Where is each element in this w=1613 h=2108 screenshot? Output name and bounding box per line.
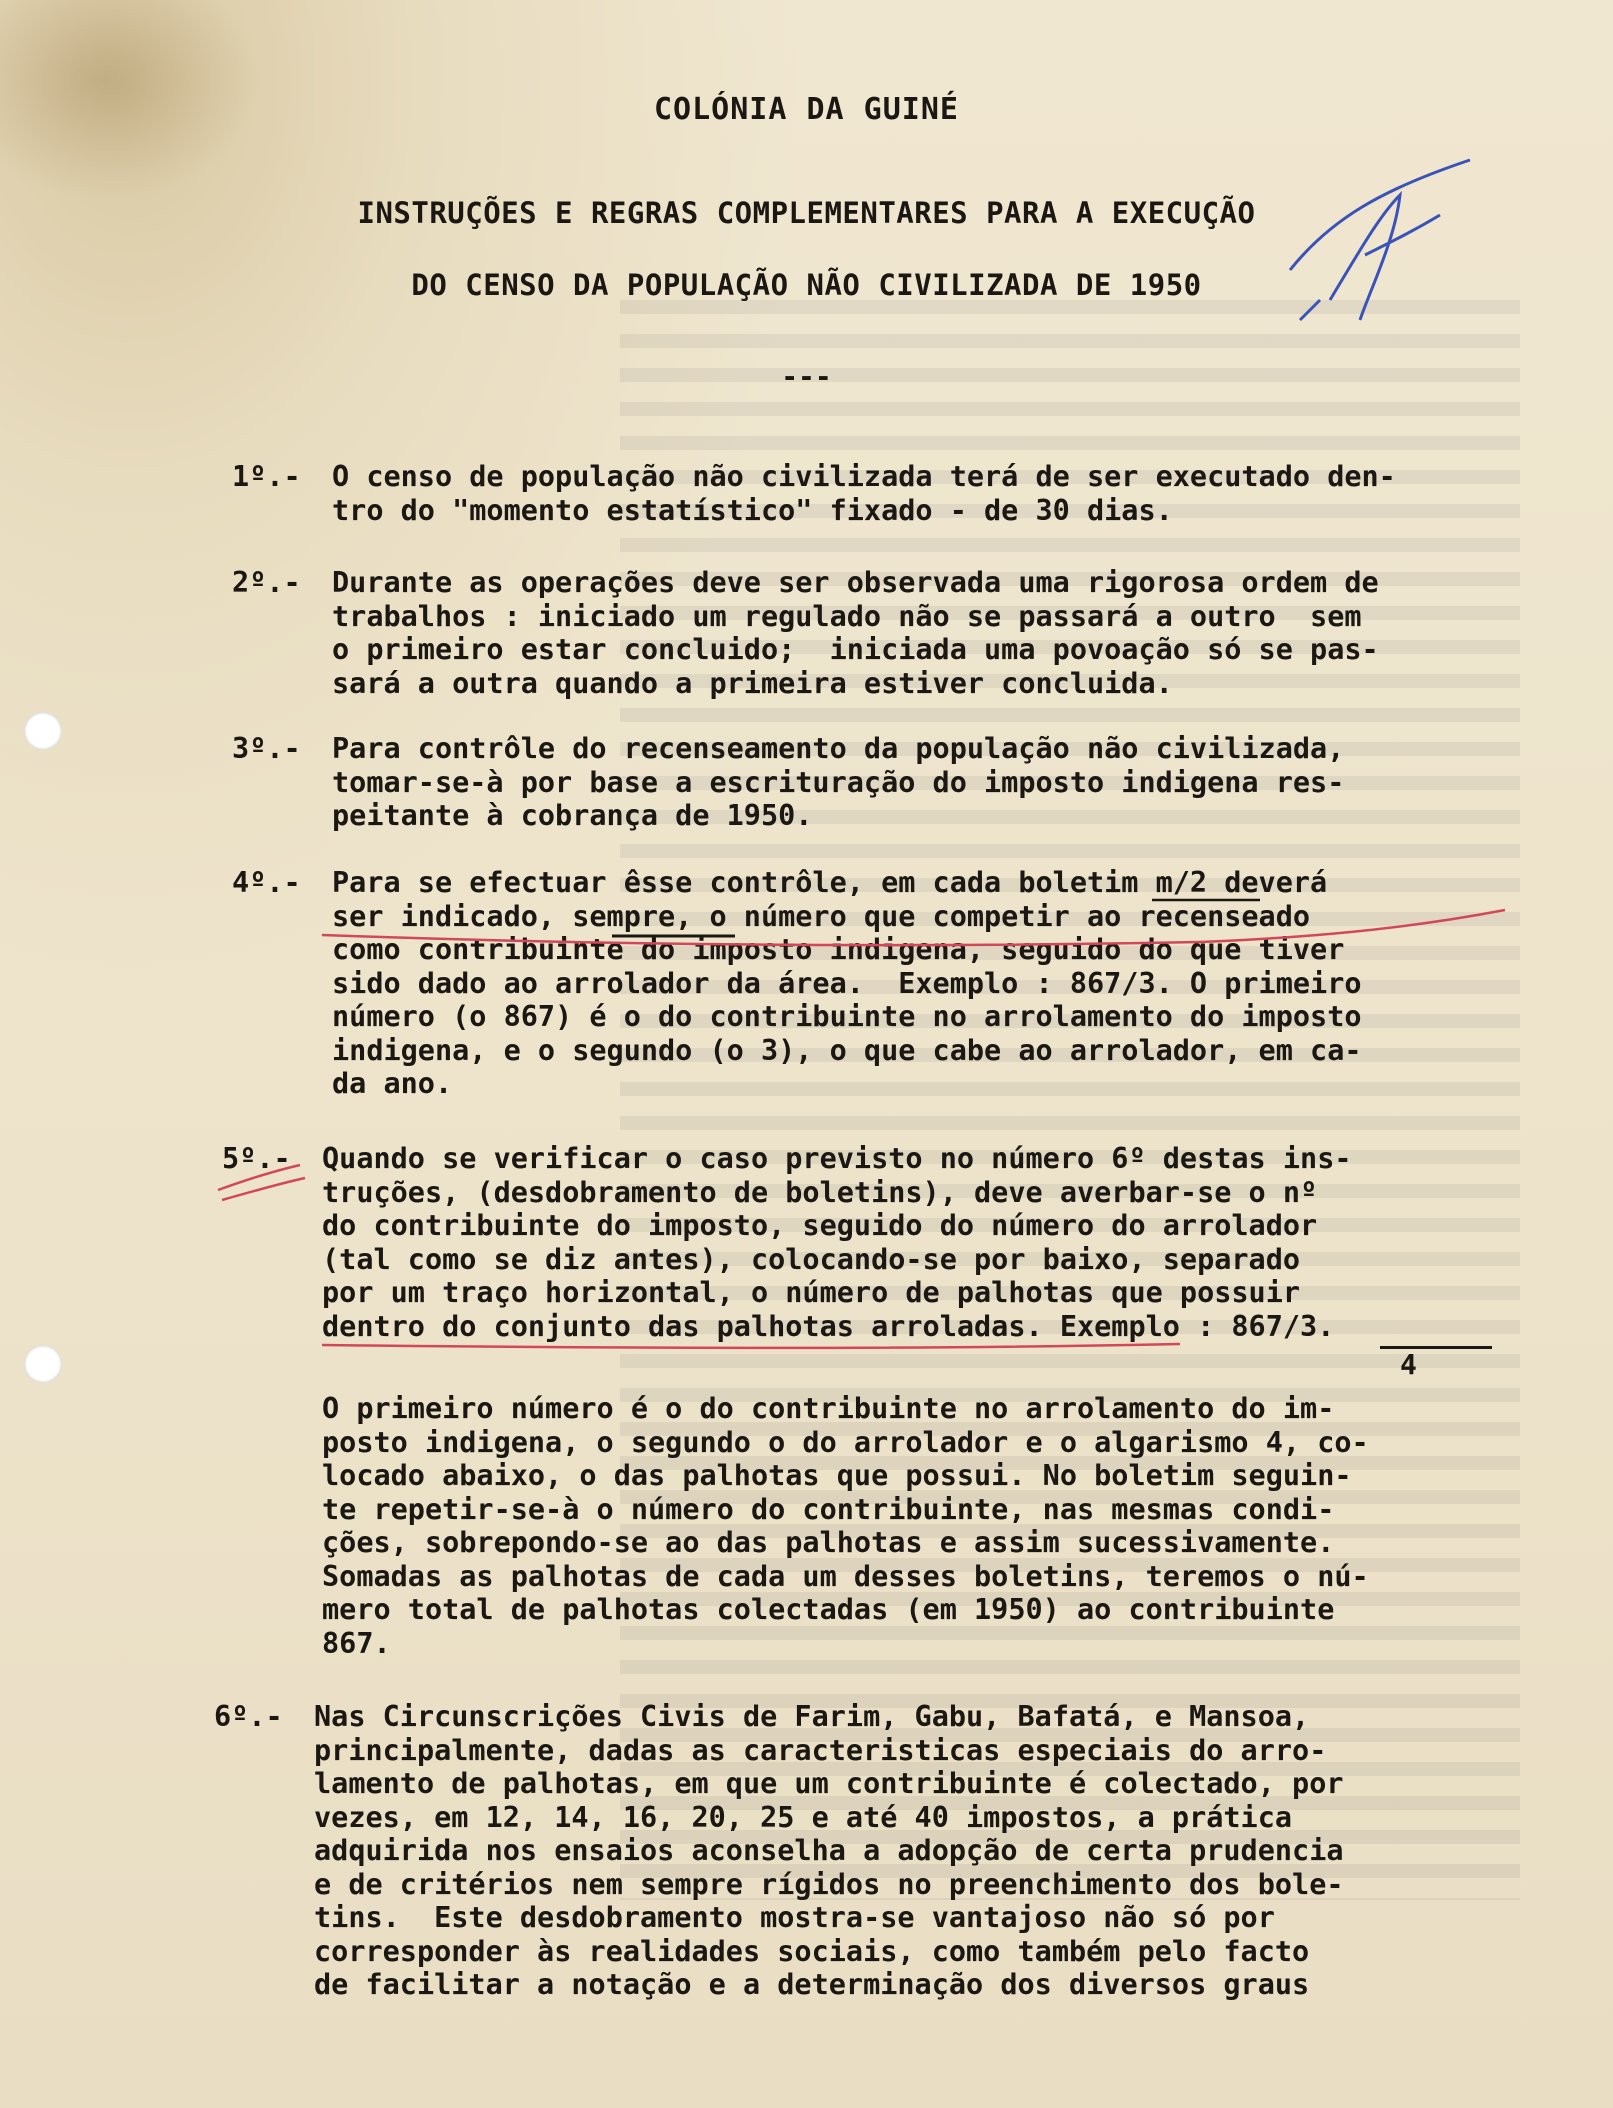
paragraph-text: Para se efectuar êsse contrôle, em cada boletim m/2 deverá ser indicado, sempre, o número que competir ao recenseado como contribuinte do imposto indigena, seguido do que tiver sido dado ao arrolador da área. Exemplo : 867/3. O primeiro número (o 867) é o do contribuinte no arrolamento do imposto indigena, e o segundo (o 3), o que cabe ao arrolador, em ca- da ano.: [332, 866, 1362, 1100]
paragraph-2: [232, 566, 1379, 700]
punch-hole: [24, 1345, 62, 1383]
title-separator: ---: [781, 360, 832, 393]
paragraph-number: 4º.-: [232, 866, 301, 899]
paragraph-3: [232, 732, 1344, 833]
paragraph-5-continuation: O primeiro número é o do contribuinte no arrolamento do im- posto indigena, o segundo o do arrolador e o algarismo 4, co- locado abaixo, o das palhotas que possui. No boletim seguin- te repetir-se-à o número do contribuinte, nas mesmas condi- ções, sobrepondo-se ao das palhotas e assim sucessivamente. Somadas as palhotas de cada um desses boletins, teremos o nú- mero total de palhotas colectadas (em 1950) ao contribuinte 867.: [322, 1392, 1369, 1660]
paragraph-1: [232, 460, 1396, 527]
paragraph-number: 6º.-: [214, 1700, 283, 1733]
paragraph-text: Durante as operações deve ser observada uma rigorosa ordem de trabalhos : iniciado um regulado não se passará a outro sem o primeiro estar concluido; iniciada uma povoação só se pas- sará a outra quando a primeira estiver concluida.: [332, 566, 1379, 700]
paragraph-text: Nas Circunscrições Civis de Farim, Gabu, Bafatá, e Mansoa, principalmente, dadas as caracteristicas especiais do arro- lamento de palhotas, em que um contribuinte é colectado, por vezes, em 12, 14, 16, 20, 25 e até 40 impostos, a prática adquirida nos ensaios aconselha a adopção de certa prudencia e de critérios nem sempre rígidos no preenchimento dos bole- tins. Este desdobramento mostra-se vantajoso não só por corresponder às realidades sociais, como também pelo facto de facilitar a notação e a determinação dos diversos graus: [314, 1700, 1344, 2001]
paragraph-4: [232, 866, 1362, 1101]
punch-hole: [24, 712, 62, 750]
paragraph-number: 2º.-: [232, 566, 301, 599]
example-denominator: 4: [1400, 1348, 1417, 1381]
paragraph-number: 1º.-: [232, 460, 301, 493]
document-title-line-1: INSTRUÇÕES E REGRAS COMPLEMENTARES PARA A EXECUÇÃO: [357, 196, 1256, 230]
paragraph-text: Quando se verificar o caso previsto no número 6º destas ins- truções, (desdobramento de boletins), deve averbar-se o nº do contribuinte do imposto, seguido do número do arrolador (tal como se diz antes), colocando-se por baixo, separado por um traço horizontal, o número de palhotas que possuir dentro do conjunto das palhotas arroladas. Exemplo : 867/3.: [322, 1142, 1352, 1343]
paragraph-text: Para contrôle do recenseamento da população não civilizada, tomar-se-à por base a escrituração do imposto indigena res- peitante à cobrança de 1950.: [332, 732, 1345, 832]
document-title-line-2: DO CENSO DA POPULAÇÃO NÃO CIVILIZADA DE 1950: [411, 268, 1202, 302]
paragraph-6: [214, 1700, 1344, 2002]
paragraph-number: 5º.-: [222, 1142, 291, 1175]
colony-heading: COLÓNIA DA GUINÉ: [654, 92, 959, 127]
paragraph-5: [222, 1142, 1352, 1343]
paragraph-number: 3º.-: [232, 732, 301, 765]
paragraph-text: O censo de população não civilizada terá de ser executado den- tro do "momento estatístico" fixado - de 30 dias.: [332, 460, 1396, 527]
fraction-bar: [1380, 1346, 1492, 1349]
